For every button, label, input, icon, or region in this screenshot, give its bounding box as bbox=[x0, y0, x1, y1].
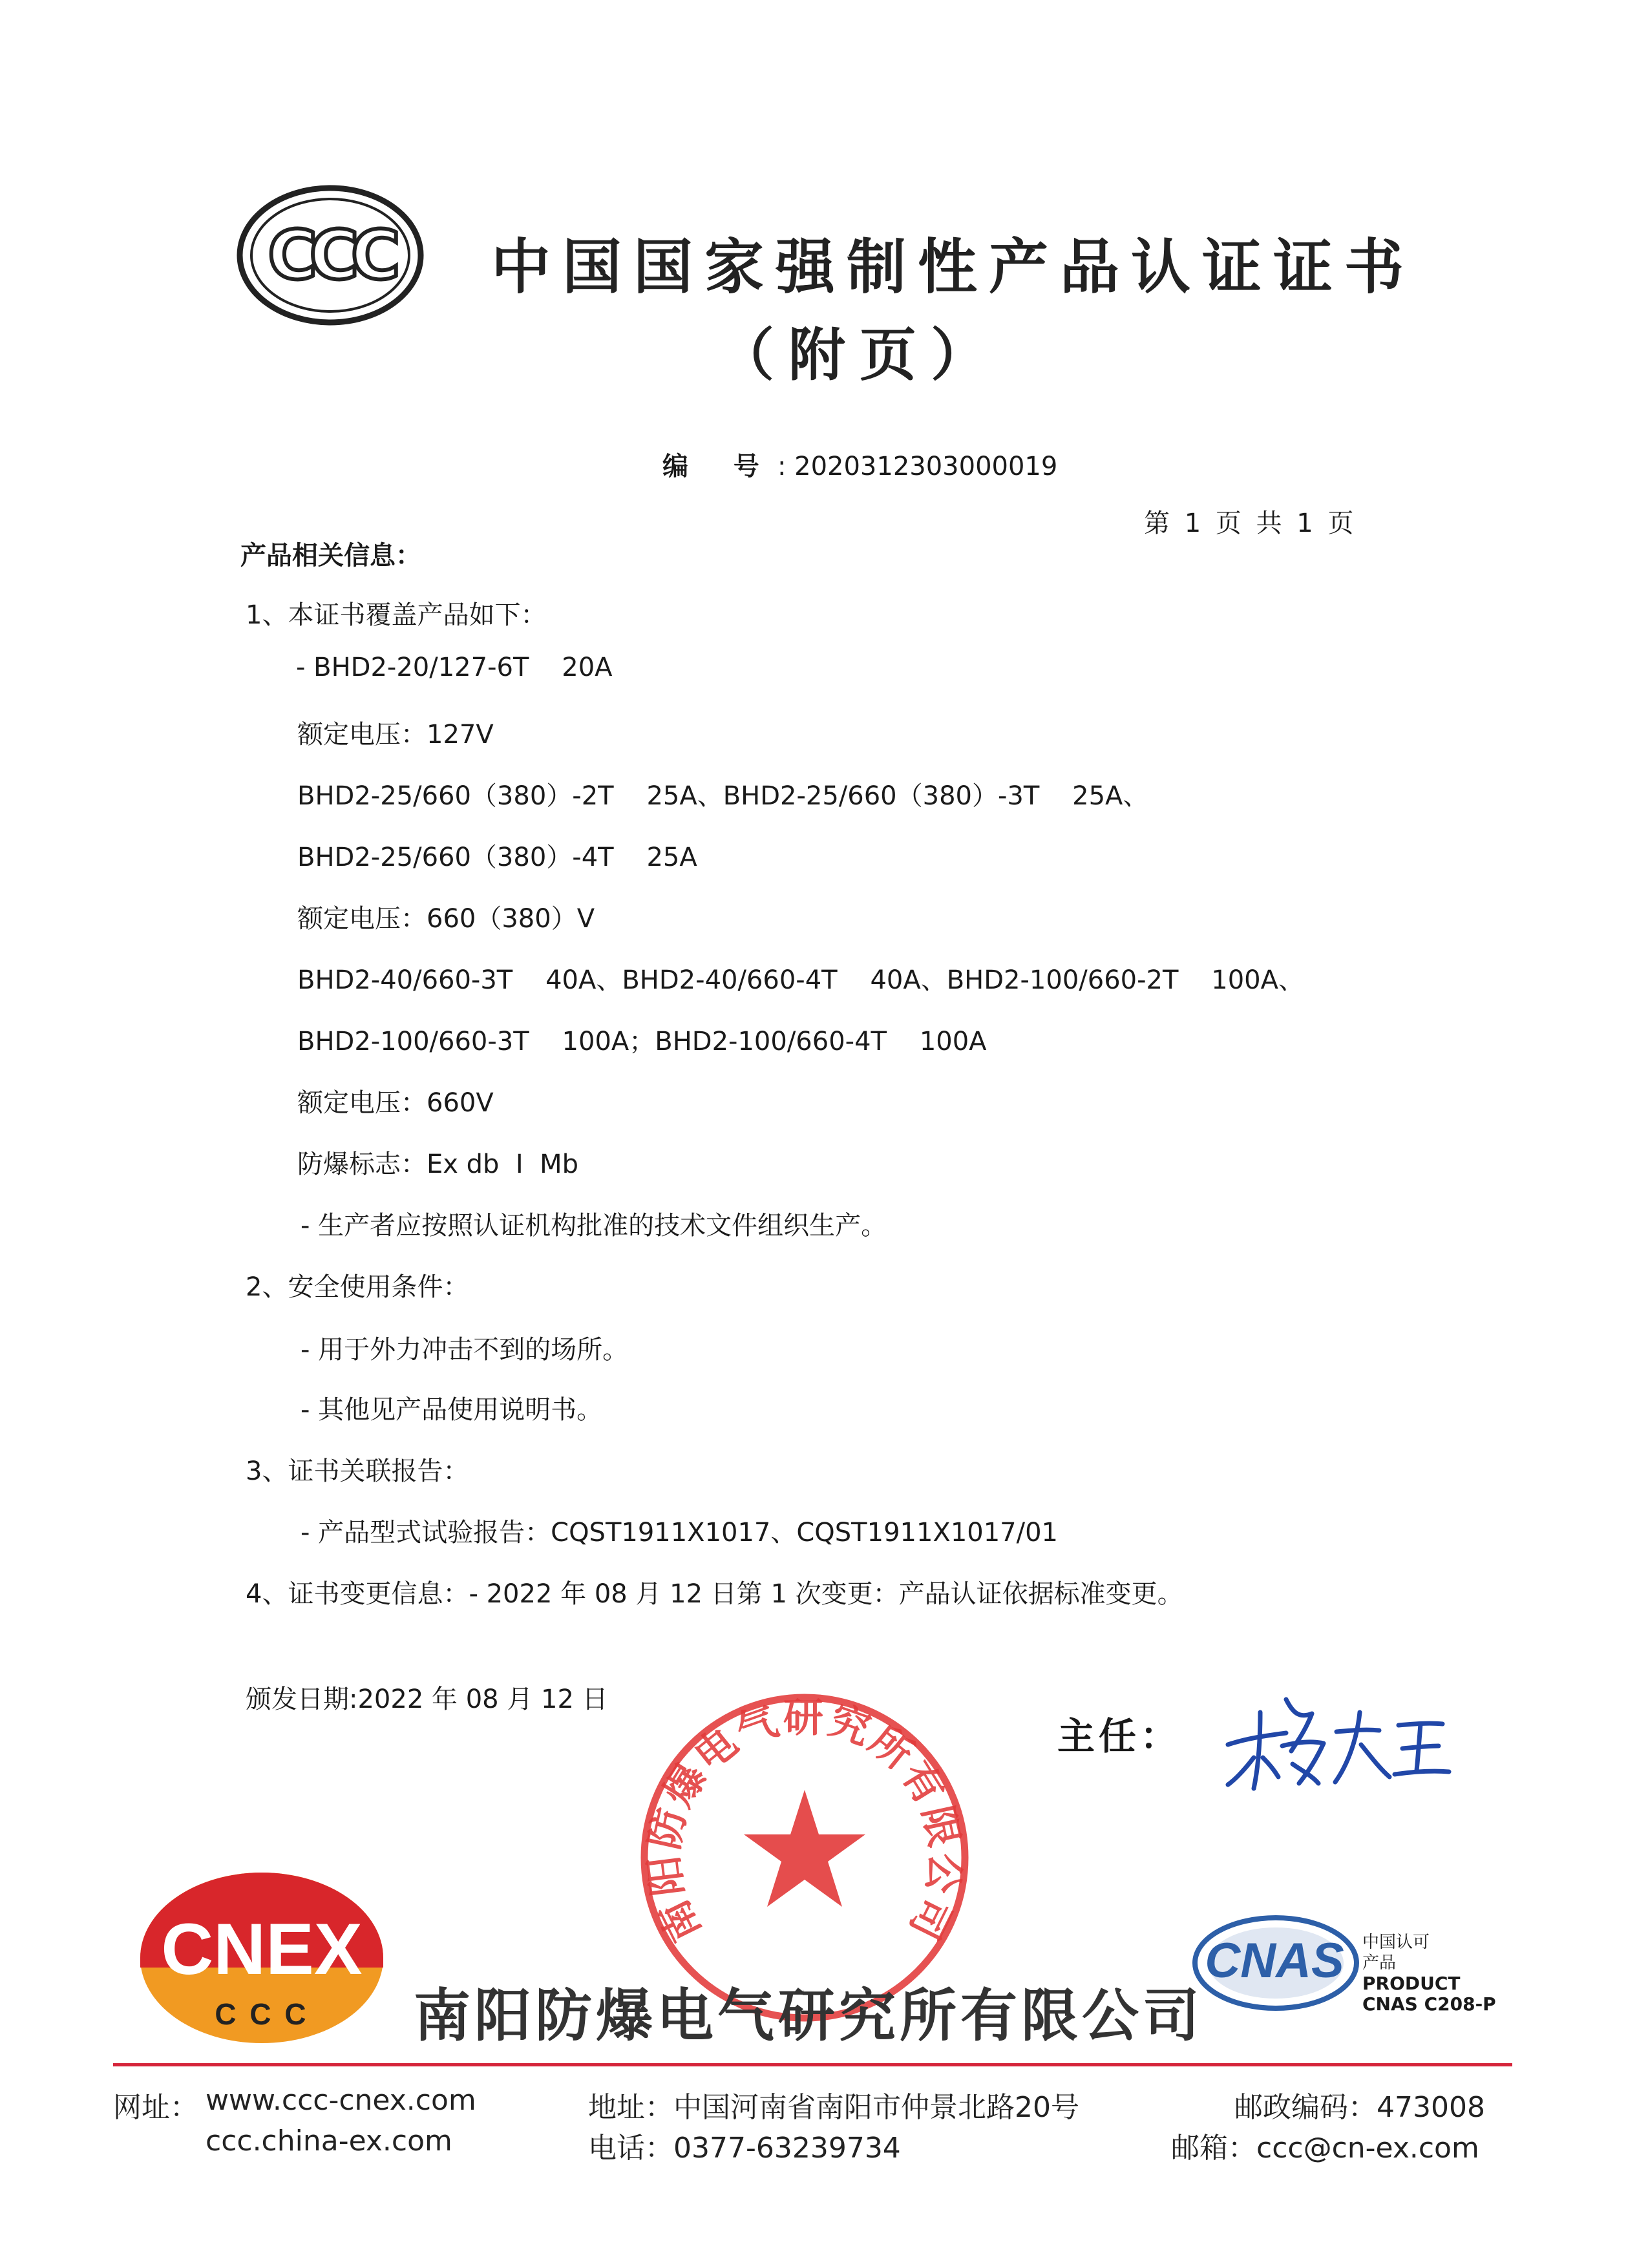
cnas-logo-text: CNAS bbox=[1205, 1933, 1344, 1988]
item-2-heading: 2、安全使用条件： bbox=[246, 1272, 469, 1302]
company-name: 南阳防爆电气研究所有限公司 bbox=[414, 1982, 1204, 2049]
cnex-logo-text: CNEX bbox=[161, 1909, 363, 1990]
rated-voltage: 额定电压：127V bbox=[297, 720, 494, 750]
cnas-line: PRODUCT bbox=[1362, 1973, 1461, 1994]
section-title: 产品相关信息： bbox=[240, 541, 421, 571]
footer-website-2[interactable]: ccc.china-ex.com bbox=[206, 2125, 452, 2158]
cnas-line: 中国认可 bbox=[1362, 1933, 1430, 1952]
cnas-line: 产品 bbox=[1362, 1953, 1397, 1973]
product-line: BHD2-25/660（380）-4T 25A bbox=[297, 843, 697, 872]
certificate-number bbox=[662, 446, 1057, 483]
footer-divider bbox=[113, 2063, 1512, 2066]
cnex-logo-sub: C C C bbox=[215, 1997, 309, 2031]
certificate-title: 中国国家强制性产品认证证书 bbox=[491, 233, 1416, 302]
product-line: BHD2-25/660（380）-2T 25A、BHD2-25/660（380）-3T 25A、 bbox=[297, 781, 1149, 811]
director-signature bbox=[1215, 1674, 1461, 1803]
footer-phone: 电话：0377-63239734 bbox=[588, 2132, 901, 2165]
cnas-caption bbox=[1362, 1932, 1496, 2015]
product-line: BHD2-40/660-3T 40A、BHD2-40/660-4T 40A、BHD2-100/660-2T 100A、 bbox=[297, 965, 1304, 995]
certificate-subtitle: （附页） bbox=[717, 322, 1002, 388]
product-line: - BHD2-20/127-6T 20A bbox=[296, 653, 613, 682]
seal-text: 南阳防爆电气研究所有限公司 bbox=[639, 1694, 970, 1949]
test-report: - 产品型式试验报告：CQST1911X1017、CQST1911X1017/01 bbox=[301, 1518, 1058, 1548]
seal-star bbox=[744, 1790, 865, 1907]
cnas-logo bbox=[1190, 1913, 1378, 2013]
director-label: 主任： bbox=[1057, 1714, 1182, 1758]
ccc-logo-text: CCC bbox=[268, 216, 393, 295]
ccc-logo bbox=[236, 184, 425, 326]
production-note: - 生产者应按照认证机构批准的技术文件组织生产。 bbox=[301, 1211, 887, 1241]
footer-website-1[interactable]: www.ccc-cnex.com bbox=[206, 2084, 476, 2117]
footer-address: 地址：中国河南省南阳市仲景北路20号 bbox=[588, 2091, 1079, 2124]
rated-voltage: 额定电压：660（380）V bbox=[297, 904, 595, 934]
item-3-heading: 3、证书关联报告： bbox=[246, 1456, 469, 1486]
product-line: BHD2-100/660-3T 100A；BHD2-100/660-4T 100A bbox=[297, 1027, 987, 1056]
rated-voltage: 额定电压：660V bbox=[297, 1088, 494, 1118]
page-info: 第 1 页 共 1 页 bbox=[1144, 509, 1354, 538]
footer-postcode: 邮政编码：473008 bbox=[1234, 2091, 1485, 2124]
safety-condition: - 其他见产品使用说明书。 bbox=[301, 1395, 603, 1425]
certificate-number-value: : 2020312303000019 bbox=[777, 452, 1058, 481]
cnex-logo bbox=[139, 1871, 385, 2045]
certificate-number-label: 编 号 bbox=[662, 452, 777, 481]
footer-website-label: 网址： bbox=[113, 2091, 198, 2124]
safety-condition: - 用于外力冲击不到的场所。 bbox=[301, 1335, 629, 1365]
footer-email[interactable]: 邮箱：ccc@cn-ex.com bbox=[1171, 2132, 1479, 2165]
item-1-heading: 1、本证书覆盖产品如下： bbox=[246, 600, 547, 630]
cnas-line: CNAS C208-P bbox=[1362, 1993, 1496, 2015]
explosion-proof-mark: 防爆标志：Ex db Ⅰ Mb bbox=[297, 1150, 578, 1179]
issue-date: 颁发日期:2022 年 08 月 12 日 bbox=[246, 1685, 608, 1714]
item-4-change-info: 4、证书变更信息：- 2022 年 08 月 12 日第 1 次变更：产品认证依据标准变更。 bbox=[246, 1579, 1183, 1609]
